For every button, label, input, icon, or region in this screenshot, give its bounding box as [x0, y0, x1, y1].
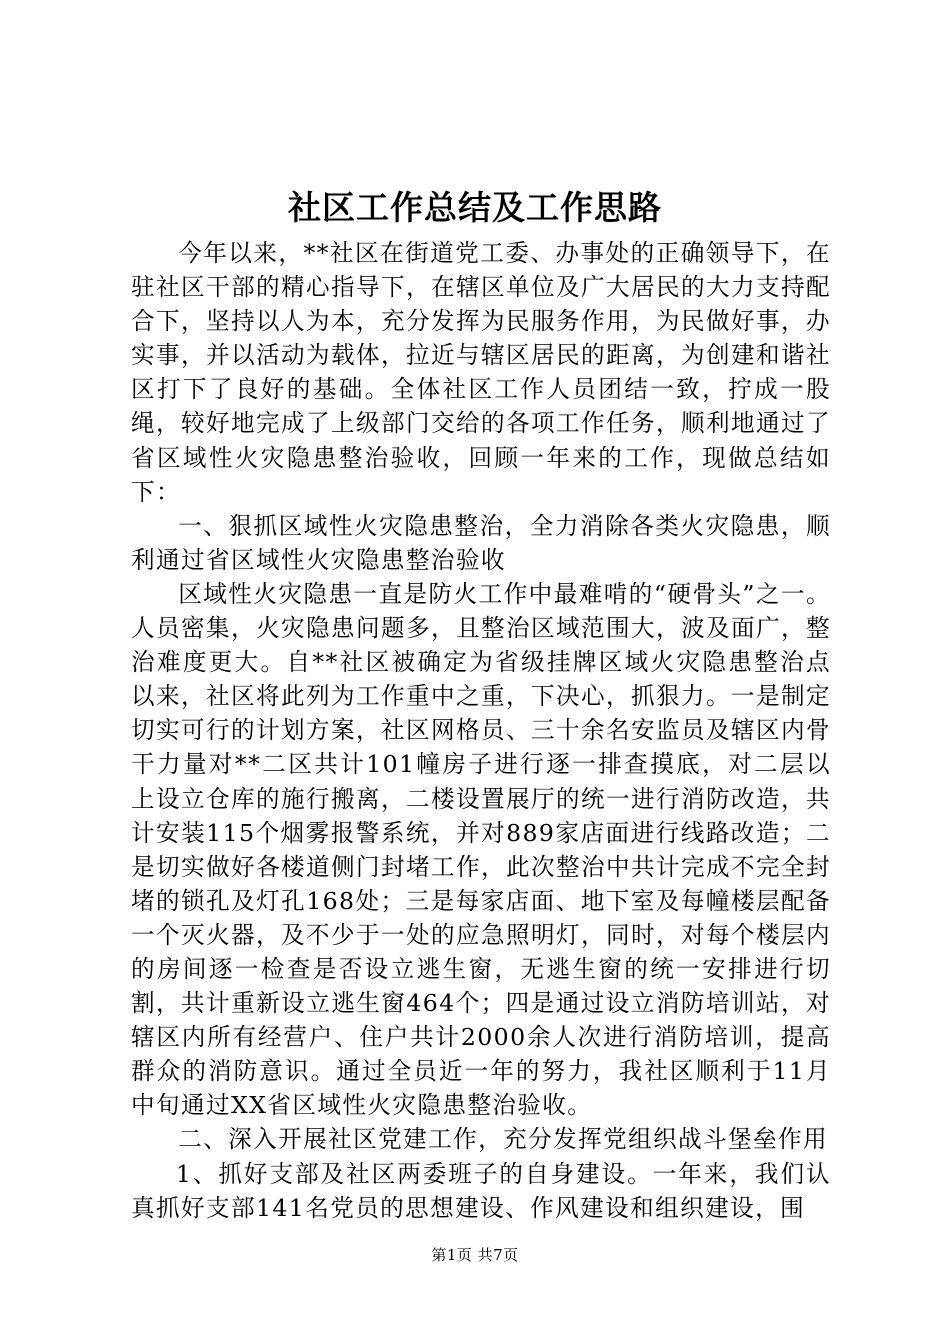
- section-two-heading: 二、深入开展社区党建工作，充分发挥党组织战斗堡垒作用: [178, 1125, 829, 1154]
- page-footer: 第1页 共7页: [431, 1246, 519, 1264]
- section-two-item-one: 1、抓好支部及社区两委班子的自身建设。一年来，我们认真抓好支部141名党员的思想建设、作风建设和组织建设，围: [131, 1159, 831, 1222]
- intro-paragraph: 今年以来，**社区在街道党工委、办事处的正确领导下，在驻社区干部的精心指导下，在辖区单位及广大居民的大力支持配合下，坚持以人为本，充分发挥为民服务作用，为民做好事，办实事，并以活动为载体，拉近与辖区居民的距离，为创建和谐社区打下了良好的基础。全体社区工作人员团结一致，拧成一股绳，较好地完成了上级部门交给的各项工作任务，顺利地通过了省区域性火灾隐患整治验收，回顾一年来的工作，现做总结如下：: [131, 239, 831, 506]
- section-one-heading: 一、狠抓区域性火灾隐患整治，全力消除各类火灾隐患，顺利通过省区域性火灾隐患整治验收: [131, 511, 831, 574]
- section-one-paragraph: 区域性火灾隐患一直是防火工作中最难啃的“硬骨头”之一。人员密集，火灾隐患问题多，且整治区域范围大，波及面广，整治难度更大。自**社区被确定为省级挂牌区域火灾隐患整治点以来，社区将此列为工作重中之重，下决心，抓狠力。一是制定切实可行的计划方案，社区网格员、三十余名安监员及辖区内骨干力量对**二区共计101幢房子进行逐一排查摸底，对二层以上设立仓库的施行搬离，二楼设置展厅的统一进行消防改造，共计安装115个烟雾报警系统，并对889家店面进行线路改造；二是切实做好各楼道侧门封堵工作，此次整治中共计完成不完全封堵的锁孔及灯孔168处；三是每家店面、地下室及每幢楼层配备一个灭火器，及不少于一处的应急照明灯，同时，对每个楼层内的房间逐一检查是否设立逃生窗，无逃生窗的统一安排进行切割，共计重新设立逃生窗464个；四是通过设立消防培训站，对辖区内所有经营户、住户共计2000余人次进行消防培训，提高群众的消防意识。通过全员近一年的努力，我社区顺利于11月中旬通过XX省区域性火灾隐患整治验收。: [131, 579, 831, 1120]
- document-title: 社区工作总结及工作思路: [288, 188, 662, 227]
- document-body: [131, 236, 831, 1225]
